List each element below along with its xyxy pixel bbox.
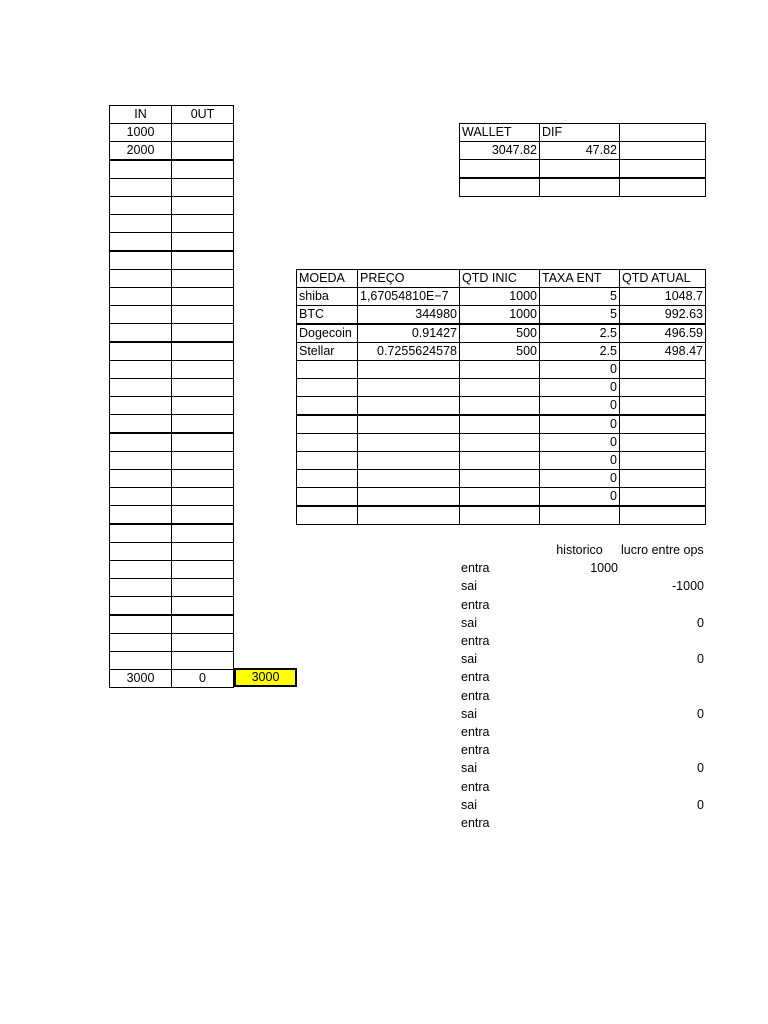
inout-cell[interactable]	[171, 123, 234, 142]
coins-cell[interactable]: 0	[539, 378, 620, 397]
history-op[interactable]: entra	[461, 670, 490, 685]
inout-cell[interactable]	[109, 178, 172, 197]
history-lucro[interactable]: 0	[697, 706, 704, 721]
history-lucro[interactable]	[619, 724, 706, 743]
history-op[interactable]: entra	[461, 779, 490, 794]
coins-header-4[interactable]: QTD ATUAL	[619, 269, 706, 288]
history-op[interactable]: sai	[461, 761, 477, 776]
inout-cell[interactable]	[109, 596, 172, 615]
inout-cell[interactable]	[109, 578, 172, 597]
history-value[interactable]	[539, 651, 620, 670]
coins-cell[interactable]	[296, 451, 358, 470]
inout-cell[interactable]	[171, 524, 234, 543]
history-lucro[interactable]	[619, 815, 706, 834]
inout-header-1[interactable]: 0UT	[171, 105, 234, 124]
wallet-cell[interactable]	[619, 141, 706, 160]
coins-cell[interactable]: 500	[459, 324, 540, 343]
history-lucro[interactable]	[619, 560, 706, 579]
coins-cell[interactable]: 1048.7	[619, 287, 706, 306]
coins-cell[interactable]	[357, 487, 460, 506]
coins-cell[interactable]: 0	[539, 360, 620, 379]
inout-cell[interactable]	[171, 305, 234, 324]
coins-cell[interactable]	[459, 451, 540, 470]
history-lucro[interactable]	[619, 633, 706, 652]
inout-cell[interactable]	[109, 287, 172, 306]
inout-cell[interactable]	[171, 232, 234, 251]
inout-cell[interactable]	[109, 160, 172, 179]
coins-cell[interactable]: 5	[539, 287, 620, 306]
coins-cell[interactable]: 1000	[459, 305, 540, 324]
inout-total-out[interactable]: 0	[171, 669, 234, 688]
coins-header-1[interactable]: PREÇO	[357, 269, 460, 288]
coins-cell[interactable]	[619, 360, 706, 379]
history-lucro[interactable]: 0	[697, 761, 704, 776]
inout-cell[interactable]	[171, 505, 234, 524]
inout-total-in[interactable]: 3000	[109, 669, 172, 688]
inout-cell[interactable]	[171, 615, 234, 634]
coins-header-3[interactable]: TAXA ENT	[539, 269, 620, 288]
history-op[interactable]: sai	[461, 579, 477, 594]
inout-cell[interactable]	[171, 360, 234, 379]
inout-cell[interactable]	[171, 451, 234, 470]
history-lucro[interactable]: -1000	[672, 579, 704, 594]
coins-cell[interactable]	[459, 433, 540, 452]
inout-cell[interactable]	[171, 542, 234, 561]
coins-cell[interactable]	[296, 506, 358, 525]
coins-cell[interactable]: 0	[539, 487, 620, 506]
inout-cell[interactable]	[109, 633, 172, 652]
history-op[interactable]: entra	[461, 725, 490, 739]
history-lucro[interactable]: 0	[697, 615, 704, 630]
history-op[interactable]: entra	[461, 597, 490, 612]
inout-cell[interactable]	[171, 469, 234, 488]
wallet-header-2[interactable]	[619, 123, 706, 142]
coins-cell[interactable]: BTC	[296, 305, 358, 324]
inout-cell[interactable]: 2000	[109, 141, 172, 160]
coins-cell[interactable]: 0.91427	[357, 324, 460, 343]
coins-cell[interactable]	[619, 487, 706, 506]
coins-cell[interactable]: 496.59	[619, 324, 706, 343]
coins-cell[interactable]	[619, 506, 706, 525]
coins-cell[interactable]: 1,67054810E−7	[357, 287, 460, 306]
coins-cell[interactable]	[619, 415, 706, 434]
inout-cell[interactable]	[109, 396, 172, 415]
inout-cell[interactable]	[109, 214, 172, 233]
inout-cell[interactable]	[109, 251, 172, 270]
history-value[interactable]	[539, 815, 620, 834]
history-value[interactable]	[539, 633, 620, 652]
inout-cell[interactable]	[109, 269, 172, 288]
coins-cell[interactable]	[459, 415, 540, 434]
history-lucro[interactable]	[619, 779, 706, 798]
historico-header[interactable]: historico	[556, 543, 603, 557]
inout-cell[interactable]	[171, 396, 234, 415]
coins-cell[interactable]: 344980	[357, 305, 460, 324]
history-value[interactable]	[539, 669, 620, 688]
history-lucro[interactable]	[619, 688, 706, 707]
history-lucro[interactable]: 0	[697, 652, 704, 667]
inout-header-0[interactable]: IN	[109, 105, 172, 124]
coins-cell[interactable]	[357, 360, 460, 379]
coins-cell[interactable]	[296, 378, 358, 397]
history-lucro[interactable]	[619, 597, 706, 616]
coins-cell[interactable]: 0	[539, 415, 620, 434]
inout-cell[interactable]: 1000	[109, 123, 172, 142]
wallet-cell[interactable]	[459, 159, 540, 178]
coins-cell[interactable]	[357, 396, 460, 415]
coins-cell[interactable]: 0	[539, 469, 620, 488]
coins-cell[interactable]: 5	[539, 305, 620, 324]
inout-cell[interactable]	[171, 141, 234, 160]
history-value[interactable]	[539, 724, 620, 743]
history-value[interactable]: 1000	[590, 561, 618, 576]
history-value[interactable]	[539, 688, 620, 707]
history-op[interactable]: entra	[461, 634, 490, 648]
coins-cell[interactable]	[357, 433, 460, 452]
inout-cell[interactable]	[171, 342, 234, 361]
history-op[interactable]: entra	[461, 561, 490, 576]
inout-cell[interactable]	[171, 578, 234, 597]
history-value[interactable]	[539, 742, 620, 761]
wallet-cell[interactable]	[619, 159, 706, 178]
wallet-header-0[interactable]: WALLET	[459, 123, 540, 142]
inout-cell[interactable]	[171, 433, 234, 452]
history-op[interactable]: entra	[461, 688, 490, 703]
history-value[interactable]	[539, 779, 620, 798]
inout-cell[interactable]	[171, 560, 234, 579]
coins-cell[interactable]: 0	[539, 433, 620, 452]
coins-cell[interactable]	[357, 506, 460, 525]
inout-cell[interactable]	[171, 487, 234, 506]
wallet-cell[interactable]: 47.82	[539, 141, 620, 160]
coins-cell[interactable]: 2.5	[539, 324, 620, 343]
history-lucro[interactable]	[619, 669, 706, 688]
inout-cell[interactable]	[109, 560, 172, 579]
coins-cell[interactable]	[459, 506, 540, 525]
coins-header-2[interactable]: QTD INIC	[459, 269, 540, 288]
coins-cell[interactable]	[459, 396, 540, 415]
coins-cell[interactable]: 500	[459, 342, 540, 361]
inout-cell[interactable]	[109, 524, 172, 543]
wallet-cell[interactable]	[539, 159, 620, 178]
coins-cell[interactable]: Stellar	[296, 342, 358, 361]
inout-cell[interactable]	[109, 505, 172, 524]
coins-cell[interactable]	[296, 469, 358, 488]
coins-cell[interactable]	[459, 360, 540, 379]
wallet-cell[interactable]	[539, 178, 620, 197]
inout-cell[interactable]	[171, 214, 234, 233]
history-value[interactable]	[539, 760, 620, 779]
history-value[interactable]	[539, 578, 620, 597]
coins-cell[interactable]: 992.63	[619, 305, 706, 324]
inout-cell[interactable]	[171, 287, 234, 306]
history-op[interactable]: entra	[461, 743, 490, 758]
wallet-cell[interactable]: 3047.82	[459, 141, 540, 160]
coins-cell[interactable]	[296, 487, 358, 506]
inout-cell[interactable]	[171, 323, 234, 342]
inout-cell[interactable]	[109, 232, 172, 251]
inout-cell[interactable]	[171, 378, 234, 397]
wallet-header-1[interactable]: DIF	[539, 123, 620, 142]
lucro-header[interactable]: lucro entre ops	[621, 543, 704, 557]
inout-cell[interactable]	[109, 615, 172, 634]
inout-cell[interactable]	[171, 160, 234, 179]
inout-cell[interactable]	[171, 651, 234, 670]
history-lucro[interactable]	[619, 742, 706, 761]
coins-cell[interactable]	[296, 396, 358, 415]
history-value[interactable]	[539, 797, 620, 816]
coins-cell[interactable]: Dogecoin	[296, 324, 358, 343]
history-op[interactable]: sai	[461, 615, 477, 630]
coins-cell[interactable]: shiba	[296, 287, 358, 306]
inout-cell[interactable]	[171, 596, 234, 615]
coins-cell[interactable]: 1000	[459, 287, 540, 306]
inout-cell[interactable]	[171, 178, 234, 197]
wallet-cell[interactable]	[459, 178, 540, 197]
coins-cell[interactable]	[459, 378, 540, 397]
history-op[interactable]: sai	[461, 797, 477, 812]
inout-cell[interactable]	[109, 323, 172, 342]
coins-cell[interactable]	[459, 487, 540, 506]
inout-cell[interactable]	[109, 378, 172, 397]
history-op[interactable]: sai	[461, 652, 477, 667]
history-op[interactable]: entra	[461, 816, 490, 830]
inout-cell[interactable]	[109, 360, 172, 379]
inout-cell[interactable]	[109, 451, 172, 470]
coins-cell[interactable]	[357, 415, 460, 434]
history-value[interactable]	[539, 706, 620, 725]
inout-cell[interactable]	[171, 633, 234, 652]
inout-cell[interactable]	[171, 269, 234, 288]
coins-cell[interactable]	[459, 469, 540, 488]
coins-cell[interactable]	[357, 451, 460, 470]
history-value[interactable]	[539, 615, 620, 634]
history-op[interactable]: sai	[461, 706, 477, 721]
wallet-cell[interactable]	[619, 178, 706, 197]
balance-highlight-cell[interactable]: 3000	[234, 668, 297, 687]
inout-cell[interactable]	[109, 469, 172, 488]
coins-cell[interactable]	[539, 506, 620, 525]
coins-cell[interactable]	[619, 433, 706, 452]
inout-cell[interactable]	[109, 433, 172, 452]
coins-cell[interactable]: 0	[539, 451, 620, 470]
history-value[interactable]	[539, 597, 620, 616]
inout-cell[interactable]	[109, 342, 172, 361]
inout-cell[interactable]	[171, 414, 234, 433]
coins-cell[interactable]: 2.5	[539, 342, 620, 361]
coins-cell[interactable]	[296, 360, 358, 379]
inout-cell[interactable]	[109, 196, 172, 215]
coins-cell[interactable]	[296, 415, 358, 434]
coins-cell[interactable]: 498.47	[619, 342, 706, 361]
coins-cell[interactable]	[619, 378, 706, 397]
coins-cell[interactable]	[619, 469, 706, 488]
coins-cell[interactable]	[619, 451, 706, 470]
inout-cell[interactable]	[109, 487, 172, 506]
inout-cell[interactable]	[109, 414, 172, 433]
inout-cell[interactable]	[171, 251, 234, 270]
coins-header-0[interactable]: MOEDA	[296, 269, 358, 288]
history-lucro[interactable]: 0	[697, 797, 704, 812]
inout-cell[interactable]	[109, 542, 172, 561]
coins-cell[interactable]	[619, 396, 706, 415]
inout-cell[interactable]	[109, 305, 172, 324]
coins-cell[interactable]: 0.7255624578	[357, 342, 460, 361]
coins-cell[interactable]	[296, 433, 358, 452]
coins-cell[interactable]	[357, 469, 460, 488]
coins-cell[interactable]	[357, 378, 460, 397]
inout-cell[interactable]	[171, 196, 234, 215]
inout-cell[interactable]	[109, 651, 172, 670]
coins-cell[interactable]: 0	[539, 396, 620, 415]
